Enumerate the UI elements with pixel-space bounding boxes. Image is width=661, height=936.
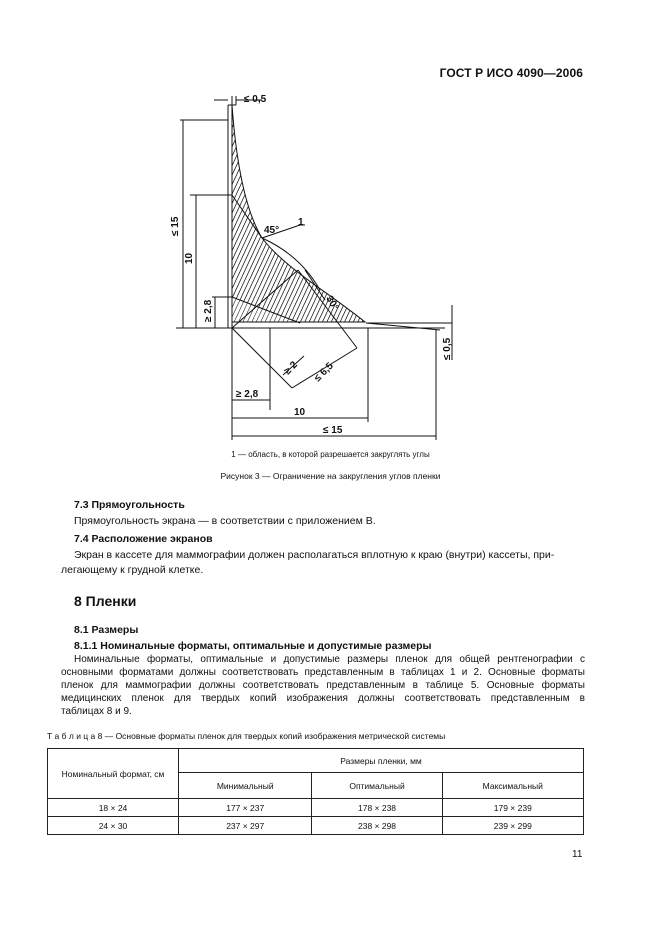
dim-bottom-15: ≤ 15	[323, 425, 343, 436]
section-8-1-1-paragraph	[61, 653, 585, 718]
dim-angle-45: 45°	[264, 225, 280, 236]
figure-caption: Рисунок 3 — Ограничение на закругления углов пленки	[220, 471, 441, 481]
cell-min: 177 × 237	[179, 799, 312, 817]
dim-height-10: 10	[184, 252, 195, 264]
figure-legend: 1 — область, в которой разрешается закруглять углы	[231, 450, 430, 459]
table-row	[48, 817, 584, 835]
section-7-4-line-1: Экран в кассете для маммографии должен располагаться вплотную к краю (внутри) кассеты, при-	[74, 549, 555, 561]
dim-diag-6-5: ≤ 6,5	[312, 360, 336, 385]
document-header: ГОСТ Р ИСО 4090—2006	[439, 66, 583, 80]
paragraph-line: таблицах 8 и 9.	[61, 706, 132, 717]
cell-nominal: 18 × 24	[48, 799, 179, 817]
section-8-1-heading: 8.1 Размеры	[74, 624, 139, 636]
dim-diag-2: ≥ 2	[282, 359, 300, 378]
dim-top-width: ≤ 0,5	[244, 94, 267, 105]
dim-bottom-2-8: ≥ 2,8	[236, 389, 259, 400]
callout-1: 1	[298, 217, 304, 228]
subcol-opt: Оптимальный	[312, 773, 442, 799]
paragraph-line: медицинских пленок для твердых копий изображения должны соответствовать представленным в	[61, 693, 585, 704]
page-number: 11	[572, 849, 583, 860]
section-8-1-1-heading: 8.1.1 Номинальные форматы, оптимальные и допустимые размеры	[74, 640, 432, 652]
cell-max: 239 × 299	[442, 817, 583, 835]
section-8-heading: 8 Пленки	[74, 593, 137, 609]
subcol-min: Минимальный	[179, 773, 312, 799]
table-row	[48, 799, 584, 817]
dim-right-0-5: ≤ 0,5	[442, 337, 453, 360]
dim-angle-30: 30°	[323, 294, 341, 313]
cell-opt: 178 × 238	[312, 799, 442, 817]
dim-bottom-10: 10	[294, 407, 306, 418]
section-7-3-heading: 7.3 Прямоугольность	[74, 499, 185, 511]
corner-rounding-figure	[150, 88, 480, 448]
section-7-4-line-2: легающему к грудной клетке.	[61, 564, 204, 576]
paragraph-line: Номинальные форматы, оптимальные и допустимые размеры пленок для общей рентгенографии с	[74, 654, 585, 665]
paragraph-line: пленок для маммографии должны соответствовать представленным в таблице 5. Основные форматы	[61, 680, 585, 691]
cell-min: 237 × 297	[179, 817, 312, 835]
dim-height-2-8: ≥ 2,8	[203, 299, 214, 322]
section-7-3-text: Прямоугольность экрана — в соответствии с приложением В.	[74, 515, 376, 527]
cell-opt: 238 × 298	[312, 817, 442, 835]
section-7-4-heading: 7.4 Расположение экранов	[74, 533, 213, 545]
cell-nominal: 24 × 30	[48, 817, 179, 835]
cell-max: 179 × 239	[442, 799, 583, 817]
col-header-group: Размеры пленки, мм	[179, 749, 584, 773]
table-caption: Т а б л и ц а 8 — Основные форматы пленок для твердых копий изображения метрической системы	[47, 731, 446, 741]
col-header-nominal: Номинальный формат, см	[48, 749, 179, 799]
paragraph-line: основными форматами должны соответствовать представленным в таблицах 1 и 2. Основные форматы	[61, 667, 585, 678]
dim-height-15: ≤ 15	[170, 216, 181, 236]
table-8	[47, 748, 584, 835]
subcol-max: Максимальный	[442, 773, 583, 799]
